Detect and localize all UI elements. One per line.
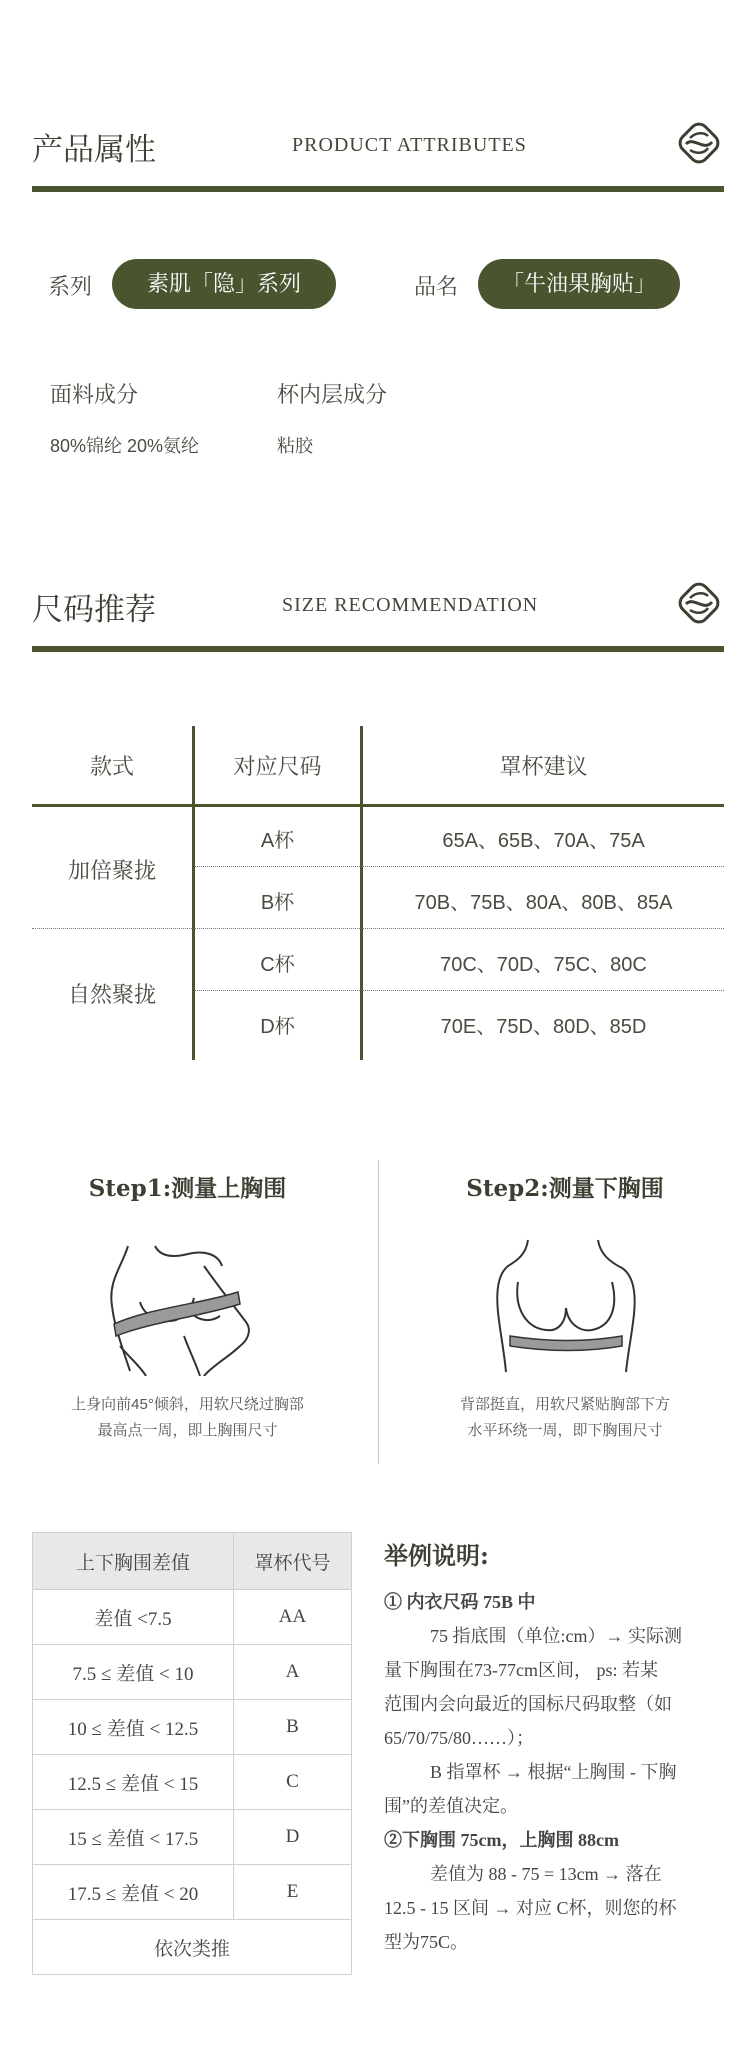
cup-cell: 70E、75D、80D、85D [440, 1016, 647, 1038]
example-line: 75 指底围（单位:cm）→ 实际测 [430, 1626, 682, 1646]
inner-value: 粘胶 [277, 436, 313, 456]
section-title-attributes-en: PRODUCT ATTRIBUTES [292, 134, 527, 156]
header-style: 款式 [89, 754, 134, 779]
table-row [33, 1700, 352, 1755]
diff-cell: 差值 <7.5 [33, 1590, 234, 1645]
cup-cell: 70C、70D、75C、80C [440, 954, 647, 976]
cup-code-cell: C [234, 1755, 352, 1810]
cup-code-cell: D [234, 1810, 352, 1865]
cup-table-header: 上下胸围差值 [33, 1533, 234, 1590]
table-row [33, 1590, 352, 1645]
cup-code-cell: A [234, 1645, 352, 1700]
section-divider [32, 186, 724, 192]
diff-cell: 12.5 ≤ 差值 < 15 [33, 1755, 234, 1810]
example-item1-title: ① 内衣尺码 75B 中 [384, 1592, 536, 1612]
table-row [33, 1533, 352, 1590]
diff-cell: 7.5 ≤ 差值 < 10 [33, 1645, 234, 1700]
size-cell: B杯 [260, 892, 295, 914]
diff-cell: 10 ≤ 差值 < 12.5 [33, 1700, 234, 1755]
table-row [33, 1920, 352, 1975]
table-row [33, 1810, 352, 1865]
header-size: 对应尺码 [233, 754, 322, 779]
fabric-value: 80%锦纶 20%氨纶 [50, 436, 200, 456]
header-cup: 罩杯建议 [499, 754, 588, 779]
example-line: 围”的差值决定。 [384, 1796, 518, 1816]
step2-description [380, 1392, 750, 1444]
cup-code-cell: B [234, 1700, 352, 1755]
brand-logo-icon [674, 118, 724, 168]
inner-label: 杯内层成分 [277, 382, 388, 407]
brand-logo-icon [674, 578, 724, 628]
cup-code-cell: E [234, 1865, 352, 1920]
size-table [32, 726, 724, 1060]
name-label: 品名 [414, 274, 459, 299]
example-title: 举例说明: [384, 1541, 489, 1570]
step1-desc-line1: 上身向前45°倾斜，用软尺绕过胸部 [71, 1396, 304, 1413]
size-cell: C杯 [260, 954, 295, 976]
series-pill: 素肌「隐」系列 [112, 259, 336, 309]
size-cell: A杯 [260, 830, 295, 852]
cup-code-cell: AA [234, 1590, 352, 1645]
section-title-size-en: SIZE RECOMMENDATION [282, 594, 539, 616]
step1-title: Step1:测量上胸围 [88, 1175, 287, 1202]
section-divider [32, 646, 724, 652]
cup-table-header: 罩杯代号 [234, 1533, 352, 1590]
style-cell: 自然聚拢 [67, 982, 156, 1007]
example-line: 型为75C。 [384, 1932, 469, 1952]
step2-desc-line2: 水平环绕一周，即下胸围尺寸 [467, 1422, 663, 1439]
step2-title: Step2:测量下胸围 [466, 1175, 664, 1202]
example-line: 65/70/75/80……）； [384, 1728, 535, 1748]
name-pill: 「牛油果胸贴」 [478, 259, 680, 309]
example-line: 差值为 88 - 75 = 13cm → 落在 [430, 1864, 662, 1884]
series-label: 系列 [48, 274, 93, 299]
diff-cell: 15 ≤ 差值 < 17.5 [33, 1810, 234, 1865]
cup-cell: 70B、75B、80A、80B、85A [414, 892, 673, 914]
steps-divider [378, 1160, 379, 1464]
cup-cell: 65A、65B、70A、75A [442, 830, 645, 852]
example-line: 范围内会向最近的国标尺码取整（如 [384, 1694, 672, 1714]
fabric-label: 面料成分 [50, 382, 139, 407]
example-item2-title: ②下胸围 75cm，上胸围 88cm [384, 1830, 619, 1850]
example-line: 12.5 - 15 区间 → 对应 C杯，则您的杯 [384, 1898, 677, 1918]
step1-desc-line2: 最高点一周，即上胸围尺寸 [97, 1422, 278, 1439]
table-row [33, 1645, 352, 1700]
table-row [33, 1865, 352, 1920]
step2-desc-line1: 背部挺直，用软尺紧贴胸部下方 [459, 1396, 670, 1413]
diff-cell: 17.5 ≤ 差值 < 20 [33, 1865, 234, 1920]
step1-description [0, 1392, 375, 1444]
cup-table [32, 1532, 352, 1975]
style-cell: 加倍聚拢 [67, 858, 156, 883]
example-line: 量下胸围在73-77cm区间， ps: 若某 [384, 1660, 658, 1680]
example-line: B 指罩杯 → 根据“上胸围 - 下胸 [430, 1762, 677, 1782]
section-title-attributes: 产品属性 [32, 132, 156, 168]
under-bust-illustration [488, 1232, 648, 1382]
example-notes [384, 1536, 724, 1959]
cup-table-footer: 依次类推 [33, 1920, 352, 1975]
size-cell: D杯 [260, 1016, 295, 1038]
upper-bust-illustration [100, 1236, 260, 1376]
table-row [33, 1755, 352, 1810]
section-title-size: 尺码推荐 [32, 592, 156, 628]
